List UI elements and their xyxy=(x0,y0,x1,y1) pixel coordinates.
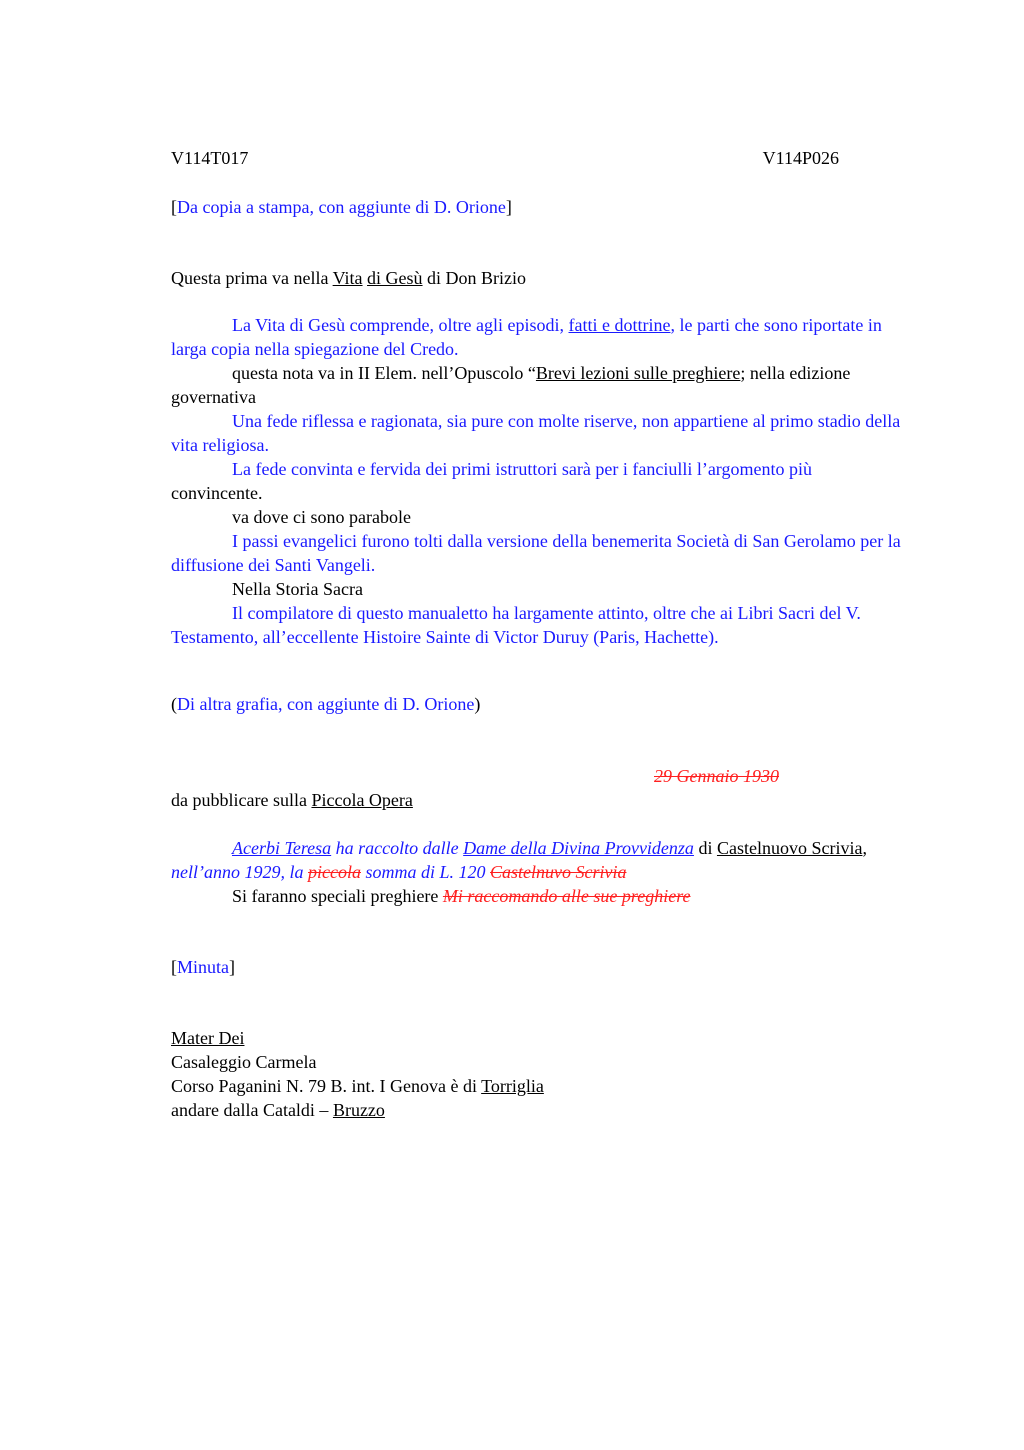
main-paragraphs xyxy=(171,313,904,649)
paren-open: ( xyxy=(171,694,177,714)
street-line xyxy=(171,1074,904,1098)
struck-date: 29 Gennaio 1930 xyxy=(654,766,779,786)
left-code: V114T017 xyxy=(171,148,249,168)
di-text: di xyxy=(693,838,717,858)
right-code: V114P026 xyxy=(762,148,839,168)
struck-preghiere: Mi raccomando alle sue preghiere xyxy=(442,886,691,906)
fatti-dottrine-underlined: fatti e dottrine xyxy=(568,315,671,335)
struck-piccola: piccola xyxy=(308,862,361,882)
paragraph-acerbi xyxy=(171,836,904,884)
note-opuscolo xyxy=(171,361,904,409)
bracket-close-minuta: ] xyxy=(229,957,235,977)
raccolto-text: ha raccolto dalle xyxy=(331,838,464,858)
para3-black: convincente. xyxy=(171,483,263,503)
bracket-close: ] xyxy=(505,197,512,217)
note-parabole: va dove ci sono parabole xyxy=(232,507,411,527)
source-note-text: Da copia a stampa, con aggiunte di D. Orione xyxy=(177,197,506,217)
vita-line xyxy=(171,266,904,290)
comma: , xyxy=(862,838,867,858)
castelnuovo-scrivia: Castelnuovo Scrivia xyxy=(716,838,863,858)
source-note-altra-grafia xyxy=(171,692,904,716)
brevi-lezioni-underlined: Brevi lezioni sulle preghiere xyxy=(535,363,741,383)
para1-start: La Vita di Gesù comprende, oltre agli episodi, xyxy=(232,315,569,335)
note1-start: questa nota va in II Elem. nell’Opuscolo “ xyxy=(232,363,536,383)
paragraph-passi-evangelici: I passi evangelici furono tolti dalla versione della benemerita Società di San Gerolamo per la diffusione dei Santi Vangeli. xyxy=(171,531,901,575)
street-text: Corso Paganini N. 79 B. int. I Genova è di xyxy=(171,1076,482,1096)
address-block xyxy=(171,1026,904,1122)
offering-block xyxy=(171,836,904,908)
paragraph-compilatore: Il compilatore di questo manualetto ha largamente attinto, oltre che ai Libri Sacri del V. Testamento, all’eccellente Histoire Sainte di Victor Duruy (Paris, Hachette). xyxy=(171,603,861,647)
bracket-open-minuta: [ xyxy=(171,957,177,977)
piccola-opera-underlined: Piccola Opera xyxy=(311,790,413,810)
preghiere-line xyxy=(171,884,904,908)
somma-text: somma di L. 120 xyxy=(360,862,490,882)
document-header xyxy=(171,146,839,170)
andare-text: andare dalla Cataldi – xyxy=(171,1100,333,1120)
bracket-open: [ xyxy=(171,197,177,217)
document-page xyxy=(171,0,904,1450)
paragraph-fede-convinta xyxy=(171,457,904,505)
source-note-minuta xyxy=(171,955,904,979)
preghiere-text: Si faranno speciali preghiere xyxy=(232,886,443,906)
vita-underlined: Vita xyxy=(332,268,363,288)
torriglia-underlined: Torriglia xyxy=(481,1076,544,1096)
anno-text: nell’anno 1929, la xyxy=(171,862,308,882)
mater-dei xyxy=(171,1026,904,1050)
note-storia-sacra: Nella Storia Sacra xyxy=(232,579,363,599)
paragraph-fede-riflessa: Una fede riflessa e ragionata, sia pure con molte riserve, non appartiene al primo stadio della vita religiosa. xyxy=(171,411,901,455)
andare-line xyxy=(171,1098,904,1122)
note1-end: ; nella edizione governativa xyxy=(171,363,851,407)
para1-end: , le parti che sono riportate in larga copia nella spiegazione del Credo. xyxy=(171,315,882,359)
di-gesu-underlined: di Gesù xyxy=(367,268,423,288)
mater-dei-underlined: Mater Dei xyxy=(171,1028,245,1048)
recipient-name: Casaleggio Carmela xyxy=(171,1052,317,1072)
dame-divina-provvidenza: Dame della Divina Provvidenza xyxy=(463,838,694,858)
vita-line-text: Questa prima va nella xyxy=(171,268,333,288)
minuta-text: Minuta xyxy=(177,957,229,977)
paren-close: ) xyxy=(474,694,481,714)
source-note-print xyxy=(171,195,904,219)
publish-line xyxy=(171,788,904,812)
paragraph-vita xyxy=(171,313,904,361)
acerbi-teresa: Acerbi Teresa xyxy=(232,838,332,858)
publish-text: da pubblicare sulla xyxy=(171,790,312,810)
source2-text: Di altra grafia, con aggiunte di D. Orione xyxy=(177,694,475,714)
bruzzo-underlined: Bruzzo xyxy=(332,1100,385,1120)
vita-line-end: di Don Brizio xyxy=(422,268,527,288)
struck-castelnuvo: Castelnuvo Scrivia xyxy=(490,862,627,882)
para3-blue: La fede convinta e fervida dei primi istruttori sarà per i fanciulli l’argomento più xyxy=(232,459,812,479)
